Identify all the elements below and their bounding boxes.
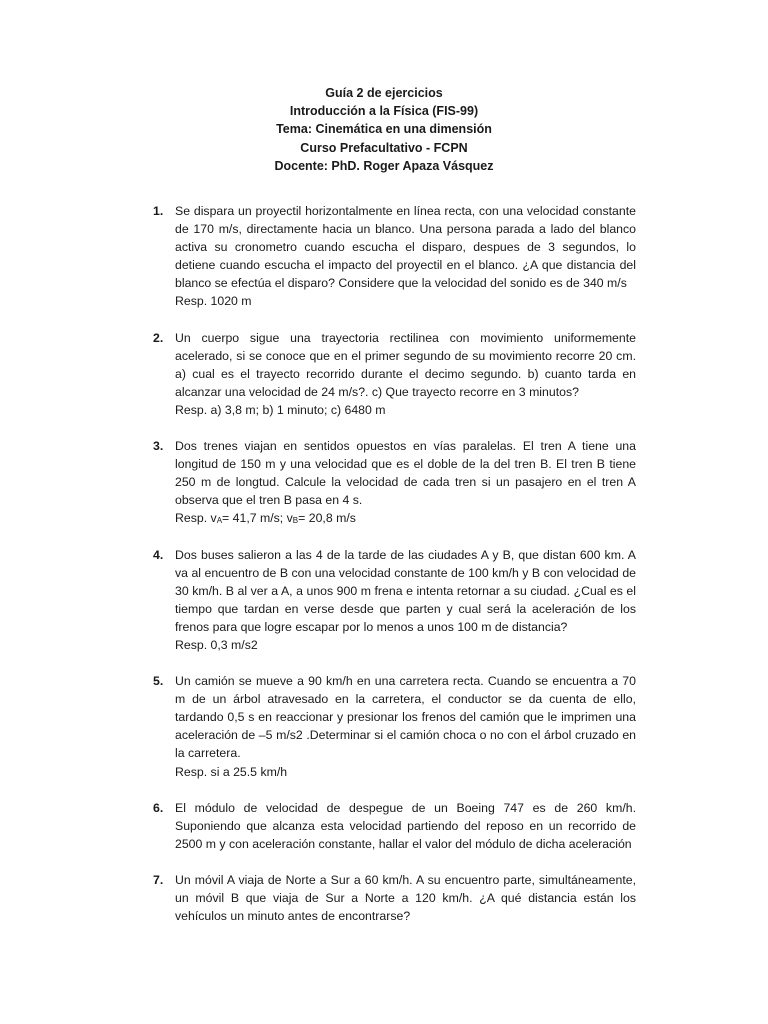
exercise-item — [153, 672, 636, 781]
exercise-item — [153, 202, 636, 311]
answer-prefix: Resp. v — [175, 511, 217, 526]
exercise-item — [153, 329, 636, 419]
exercise-item — [153, 871, 636, 925]
topic-line: Tema: Cinemática en una dimensión — [276, 122, 492, 137]
exercise-text: Un camión se mueve a 90 km/h en una carretera recta. Cuando se encuentra a 70 m de un árbol atravesado en la carretera, el conductor se da cuenta de ello, tardando 0,5 s en reaccionar y presionar los frenos del camión que le imprimen una aceleración de –5 m/s2 .Determinar si el camión choca o no con el árbol cruzado en la carretera. — [175, 674, 636, 761]
program-line: Curso Prefacultativo - FCPN — [300, 140, 468, 155]
exercise-text: Dos trenes viajan en sentidos opuestos en vías paralelas. El tren A tiene una longitud de 150 m y una velocidad que es el doble de la del tren B. El tren B tiene 250 m de longtud. Calcule la velocidad de cada tren si un pasajero en el tren A observa que el tren B pasa en 4 s. — [175, 439, 636, 508]
exercise-number: 2. — [153, 330, 164, 345]
exercise-item — [153, 546, 636, 655]
exercise-answer — [175, 509, 636, 527]
exercise-list — [153, 202, 636, 943]
guide-title: Guía 2 de ejercicios — [325, 86, 443, 100]
exercise-answer: Resp. si a 25.5 km/h — [175, 764, 288, 779]
exercise-item — [153, 437, 636, 527]
exercise-number: 5. — [153, 674, 164, 689]
document-header — [0, 84, 768, 175]
course-name: Introducción a la Física (FIS-99) — [289, 104, 479, 119]
exercise-answer: Resp. 1020 m — [175, 294, 252, 309]
exercise-text: El módulo de velocidad de despegue de un Boeing 747 es de 260 km/h. Suponiendo que alcanza esta velocidad partiendo del reposo en un recorrido de 2500 m y con aceleración constante, hallar el valor del módulo de dicha aceleración — [175, 800, 636, 851]
exercise-answer: Resp. 0,3 m/s2 — [175, 637, 258, 652]
exercise-number: 1. — [153, 204, 164, 218]
teacher-line: Docente: PhD. Roger Apaza Vásquez — [274, 158, 494, 173]
exercise-number: 4. — [153, 547, 164, 562]
exercise-number: 3. — [153, 439, 164, 454]
exercise-item — [153, 799, 636, 853]
exercise-text: Se dispara un proyectil horizontalmente en línea recta, con una velocidad constante de 170 m/s, directamente hacia un blanco. Una persona parada a lado del blanco activa su cronometro cuando escucha el disparo, despues de 3 segundos, lo detiene cuando escucha el impacto del proyectil en el blanco. ¿A que distancia del blanco se efectúa el disparo? Considere que la velocidad del sonido es de 340 m/s — [175, 204, 636, 291]
exercise-text: Un móvil A viaja de Norte a Sur a 60 km/h. A su encuentro parte, simultáneamente, un móvil B que viaja de Sur a Norte a 120 km/h. ¿A qué distancia están los vehículos un minuto antes de encontrarse? — [175, 872, 636, 924]
subscript-b: B — [292, 516, 299, 526]
exercise-number: 7. — [153, 872, 164, 887]
answer-suffix: = 20,8 m/s — [298, 511, 356, 526]
exercise-text: Dos buses salieron a las 4 de la tarde de las ciudades A y B, que distan 600 km. A va al encuentro de B con una velocidad constante de 100 km/h y B con velocidad de 30 km/h. B al ver a A, a unos 900 m frena e intenta retornar a su ciudad. ¿Cual es el tiempo que tardan en verse desde que parten y cual será la aceleración de los frenos para que logre escapar por lo menos a unos 100 m de distancia? — [175, 547, 636, 634]
subscript-a: A — [216, 516, 223, 526]
answer-middle: = 41,7 m/s; v — [222, 511, 293, 526]
exercise-answer: Resp. a) 3,8 m; b) 1 minuto; c) 6480 m — [175, 402, 386, 417]
exercise-number: 6. — [153, 800, 164, 815]
exercise-text: Un cuerpo sigue una trayectoria rectilinea con movimiento uniformemente acelerado, si se conoce que en el primer segundo de su movimiento recorre 20 cm. a) cual es el trayecto recorrido durante el decimo segundo. b) cuanto tarda en alcanzar una velocidad de 24 m/s?. c) Que trayecto recorre en 3 minutos? — [175, 330, 636, 399]
